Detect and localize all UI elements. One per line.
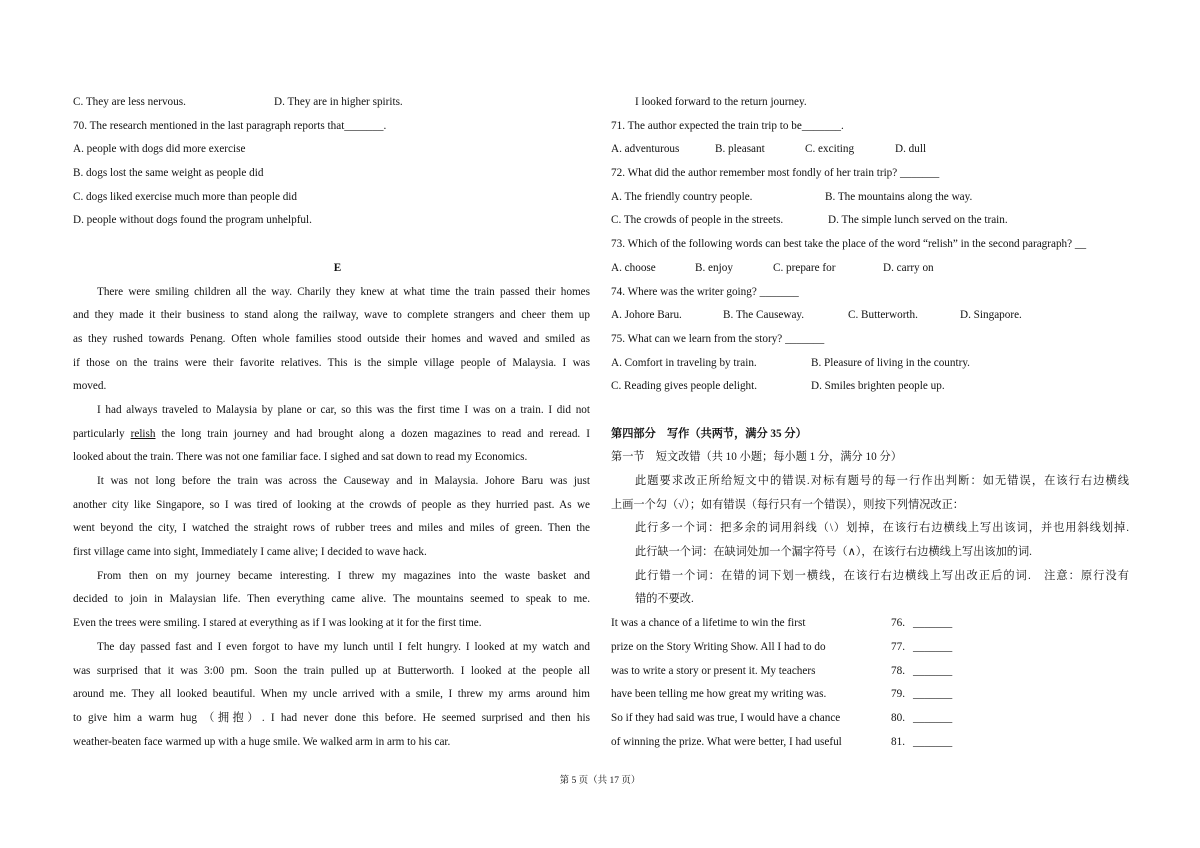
q71-stem: 71. The author expected the train trip to be_______. xyxy=(611,119,844,132)
q75-options-cd xyxy=(611,375,1129,399)
q71-option-b: B. pleasant xyxy=(715,143,765,156)
q73-option-a: A. choose xyxy=(611,261,656,274)
q71-options xyxy=(611,138,1129,162)
instruction-line: 此题要求改正所给短文中的错误.对标有题号的每一行作出判断：如无错误，在该行右边横线 xyxy=(635,475,1129,487)
q73-option-d: D. carry on xyxy=(883,261,934,274)
essay-line-number: 77. xyxy=(891,640,905,653)
answer-blank: _______ xyxy=(913,640,953,653)
q74-options xyxy=(611,304,1129,328)
q69-options xyxy=(73,91,590,115)
instructions xyxy=(611,470,1129,612)
passage-line: From then on my journey became interesting. I threw my magazines into the waste basket and xyxy=(97,569,590,582)
passage-line: weather-beaten face warmed up with a huge smile. We walked arm in arm to his car. xyxy=(73,735,451,748)
essay-line-number: 78. xyxy=(891,664,905,677)
passage-line: to give him a warm hug （拥抱）. I had never done this before. He seemed surprised and then his xyxy=(73,711,590,724)
q71-option-a: A. adventurous xyxy=(611,143,680,156)
q73-options xyxy=(611,257,1129,281)
essay-line xyxy=(611,683,1129,707)
instruction-line: 错的不要改. xyxy=(635,593,694,606)
q73-stem: 73. Which of the following words can best take the place of the word “relish” in the second paragraph? __ xyxy=(611,238,1087,251)
q75-option-d: D. Smiles brighten people up. xyxy=(811,380,945,393)
essay-line xyxy=(611,707,1129,731)
passage-line: The day passed fast and I even forgot to have my lunch until I felt hungry. I looked at my watch and xyxy=(97,640,590,653)
q73-option-c: C. prepare for xyxy=(773,261,836,274)
q74-option-c: C. Butterworth. xyxy=(848,309,918,322)
passage-line: went beyond the city, I watched the straight rows of rubber trees and miles and miles of green. Then the xyxy=(73,522,590,535)
instruction-line: 此行缺一个词：在缺词处加一个漏字符号（∧），在该行右边横线上写出该加的词. xyxy=(635,546,1032,559)
answer-blank: _______ xyxy=(913,664,953,677)
q75-option-a: A. Comfort in traveling by train. xyxy=(611,356,757,369)
q70-stem: 70. The research mentioned in the last paragraph reports that_______. xyxy=(73,119,387,132)
passage-final-line: I looked forward to the return journey. xyxy=(635,96,807,108)
passage-paragraph-1 xyxy=(73,281,590,399)
passage-line: There were smiling children all the way. Charily they knew at what time the train passed their homes xyxy=(97,285,590,298)
q73-option-b: B. enjoy xyxy=(695,261,733,274)
passage-paragraph-4 xyxy=(73,565,590,636)
passage-line: first village came into sight, Immediately I came alive; I decided to wave hack. xyxy=(73,546,427,559)
passage-line: decided to join in Malaysian life. Then everything came alive. The mountains seemed to speak to me. xyxy=(73,593,590,606)
passage-line: Even the trees were smiling. I stared at everything as if I was looking at it for the first time. xyxy=(73,617,482,630)
q74-option-d: D. Singapore. xyxy=(960,309,1022,322)
q70-option-c: C. dogs liked exercise much more than people did xyxy=(73,190,298,203)
q75-option-b: B. Pleasure of living in the country. xyxy=(811,356,970,369)
q69-option-d: D. They are in higher spirits. xyxy=(274,96,403,108)
essay-line-number: 76. xyxy=(891,617,905,630)
q70-option-b: B. dogs lost the same weight as people did xyxy=(73,167,264,180)
q74-stem: 74. Where was the writer going? _______ xyxy=(611,285,799,298)
essay-line-text: was to write a story or present it. My teachers xyxy=(611,664,816,677)
right-column xyxy=(611,91,1129,754)
essay-line-text: It was a chance of a lifetime to win the first xyxy=(611,617,806,630)
essay-line xyxy=(611,612,1129,636)
q71-option-d: D. dull xyxy=(895,143,927,156)
q74-option-b: B. The Causeway. xyxy=(723,309,805,322)
q71-option-c: C. exciting xyxy=(805,143,855,156)
passage-text: the long train journey and had brought along a dozen magazines to read and reread. I xyxy=(161,427,590,440)
essay-line xyxy=(611,636,1129,660)
section-heading-e: E xyxy=(333,261,342,274)
q72-options-ab xyxy=(611,186,1129,210)
q72-option-b: B. The mountains along the way. xyxy=(825,190,973,203)
passage-line: was surprised that it was 3:00 pm. Soon the train pulled up at Butterworth. I looked at the people all xyxy=(73,664,590,677)
passage-line: and they made it their business to stand along the railway, wave to complete strangers and cheer them up xyxy=(73,309,590,322)
q75-options-ab xyxy=(611,352,1129,376)
essay-line-text: So if they had said was true, I would have a chance xyxy=(611,711,841,724)
q72-option-c: C. The crowds of people in the streets. xyxy=(611,214,784,227)
essay-line-text: have been telling me how great my writing was. xyxy=(611,688,827,701)
essay-line-text: of winning the prize. What were better, I had useful xyxy=(611,735,842,748)
passage-paragraph-3 xyxy=(73,470,590,565)
passage-line: another city like Singapore, so I was tired of looking at the crowds of people as they hurried past. As we xyxy=(73,498,590,511)
instruction-line: 此行错一个词：在错的词下划一横线，在该行右边横线上写出改正后的词. 注意：原行没有 xyxy=(635,569,1129,582)
essay-line-number: 80. xyxy=(891,711,905,724)
q72-option-d: D. The simple lunch served on the train. xyxy=(828,214,1008,227)
essay-line-number: 79. xyxy=(891,688,905,701)
passage-paragraph-2 xyxy=(73,399,590,470)
section1-title: 第一节 短文改错（共 10 小题；每小题 1 分，满分 10 分） xyxy=(611,451,902,464)
essay-line-text: prize on the Story Writing Show. All I had to do xyxy=(611,640,826,653)
passage-paragraph-5 xyxy=(73,636,590,754)
essay-line-number: 81. xyxy=(891,735,905,748)
q72-options-cd xyxy=(611,209,1129,233)
answer-blank: _______ xyxy=(913,688,953,701)
instruction-line: 上画一个勾（√）；如有错误（每行只有一个错误），则按下列情况改正： xyxy=(611,498,964,511)
passage-line: looked about the train. There was not one familiar face. I sighed and sat down to read my Economics. xyxy=(73,451,528,464)
passage-line xyxy=(73,423,590,447)
passage-line: moved. xyxy=(73,380,107,393)
passage-line: It was not long before the train was across the Causeway and in Malaysia. Johore Baru was just xyxy=(97,475,590,487)
essay-line xyxy=(611,660,1129,684)
q72-stem: 72. What did the author remember most fondly of her train trip? _______ xyxy=(611,167,940,180)
underlined-word-relish: relish xyxy=(130,427,156,440)
passage-line: I had always traveled to Malaysia by plane or car, so this was the first time I was on a train. I did not xyxy=(97,403,590,416)
left-column xyxy=(73,91,590,754)
essay-line xyxy=(611,731,1129,755)
instruction-line: 此行多一个词：把多余的词用斜线（\）划掉，在该行右边横线上写出该词，并也用斜线划掉. xyxy=(635,522,1129,535)
answer-blank: _______ xyxy=(913,711,953,724)
passage-text: particularly xyxy=(73,427,125,440)
answer-blank: _______ xyxy=(913,617,953,630)
q70-option-d: D. people without dogs found the program unhelpful. xyxy=(73,214,312,227)
q69-option-c: C. They are less nervous. xyxy=(73,96,186,108)
passage-line: if those on the trains were their favorite relatives. This is the simple village people of Malaysia. I was xyxy=(73,356,590,369)
q75-option-c: C. Reading gives people delight. xyxy=(611,380,758,393)
q70-option-a: A. people with dogs did more exercise xyxy=(73,143,246,156)
page-footer: 第 5 页（共 17 页） xyxy=(559,776,641,786)
q74-option-a: A. Johore Baru. xyxy=(611,309,682,322)
q75-stem: 75. What can we learn from the story? _______ xyxy=(611,332,825,345)
error-correction-passage xyxy=(611,612,1129,754)
passage-line: around me. They all looked beautiful. When my uncle arrived with a smile, I threw my arms around him xyxy=(73,688,590,701)
answer-blank: _______ xyxy=(913,735,953,748)
passage-line: as they rushed towards Penang. Often whole families stood outside their homes and waved and smiled as xyxy=(73,332,590,345)
part4-title: 第四部分 写作（共两节，满分 35 分） xyxy=(611,427,807,440)
q72-option-a: A. The friendly country people. xyxy=(611,190,753,203)
